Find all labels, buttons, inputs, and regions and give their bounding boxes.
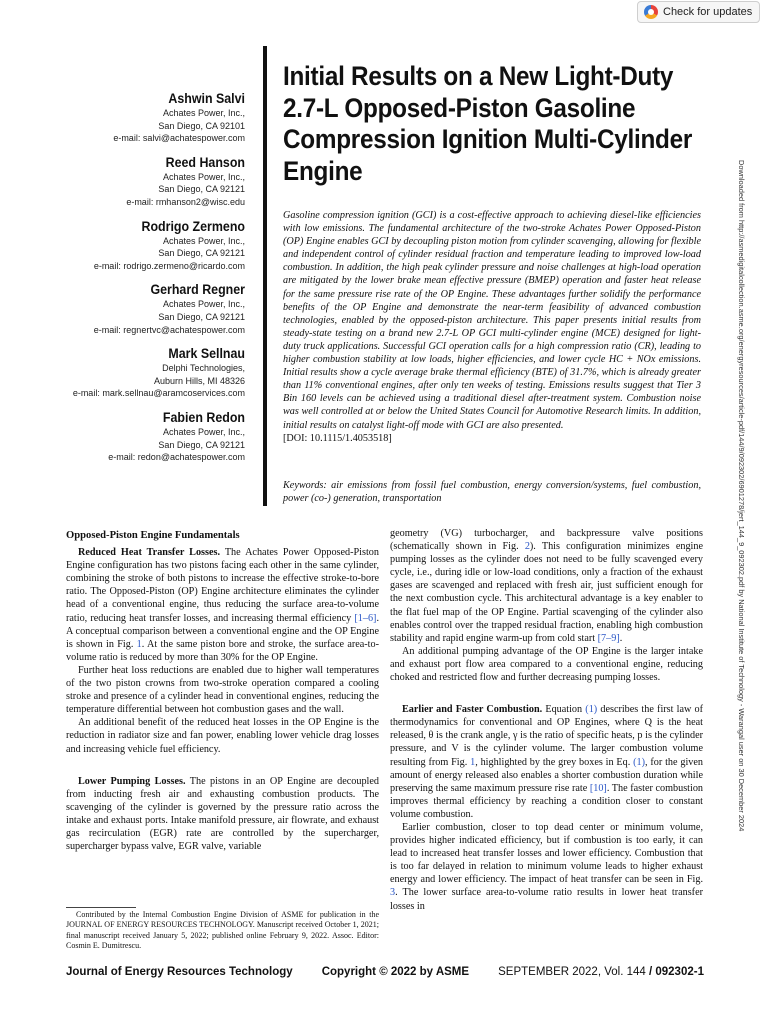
- figure-link[interactable]: 3: [390, 887, 396, 899]
- citation-link[interactable]: [1–6]: [354, 612, 377, 624]
- author-email[interactable]: e-mail: rmhanson2@wisc.edu: [126, 196, 245, 207]
- paragraph-text: geometry (VG) turbocharger, and backpressure valve positions (schematically shown in Fig.: [390, 528, 703, 553]
- author-affiliation: Delphi Technologies,: [162, 363, 245, 374]
- author-affiliation: Achates Power, Inc.,: [162, 171, 245, 182]
- author-name: Ashwin Salvi: [168, 91, 245, 106]
- author-name: Rodrigo Zermeno: [141, 218, 245, 234]
- author-email[interactable]: e-mail: salvi@achatespower.com: [113, 133, 245, 144]
- paragraph-text: . The lower surface area-to-volume ratio results in lower heat transfer losses in: [390, 887, 703, 912]
- paragraph-text: .: [619, 632, 623, 644]
- abstract-text: Gasoline compression ignition (GCI) is a cost-effective approach to achieving diesel-like efficiencies with low emissions. The fundamental architecture of the two-stroke Achates Power Opposed-Piston (OP) Engine enables GCI by decoupling piston motion from cylinder scavenging, allowing for flexible and independent control of cylinder residual fraction and temperature leading to improved low-load combustion. In addition, the high peak cylinder pressure and noise challenges at high-load operation are mitigated by the lower brake mean effective pressure (BMEP) operation and faster heat release for the same pressure rise rate of the OP Engine. These advantages further solidify the performance benefits of the OP Engine and demonstrate the near-term feasibility of advanced combustion technologies, enabled by the opposed-piston architecture. This paper presents initial results from steady-state testing on a brand new 2.7-L OP GCI multi-cylinder engine (MCE) designed for light-duty truck applications. Successful GCI operation calls for a high compression ratio (CR), leading to higher combustion stability at low loads, higher efficiencies, and lower cycle HC + NOx emissions. Initial results show a cycle average brake thermal efficiency (BTE) of 31.7%, which is already greater than 11% conventional engines, after only ten weeks of testing. Emissions results suggest that Tier 3 Bin 160 levels can be achieved using a traditional diesel after-treatment system. Combustion noise was well controlled at or below the United States Council for Automotive Research limits. In addition, initial results on catalyst light-off mode with GCI are also presented.: [283, 210, 701, 431]
- author-email[interactable]: e-mail: rodrigo.zermeno@ricardo.com: [93, 260, 245, 271]
- keywords: Keywords: air emissions from fossil fuel combustion, energy conversion/systems, fuel combustion, power (co-) generation, transportation: [283, 480, 701, 505]
- run-in-heading: Earlier and Faster Combustion.: [402, 704, 543, 716]
- author-name: Mark Sellnau: [168, 346, 245, 362]
- paragraph-text: Earlier combustion, closer to top dead center or minimum volume, provides higher indicated efficiency, but if combustion is too early, it can lead to increased heat transfer losses and lower efficiency. Combustion that is too far delayed in relation to minimum volume leads to higher exhaust energy and lower efficiency. The impact of heat transfer can be seen in Fig.: [390, 821, 703, 886]
- paragraph: [66, 546, 379, 664]
- author-block: [40, 409, 245, 464]
- citation-link[interactable]: [7–9]: [597, 632, 620, 644]
- paragraph: Further heat loss reductions are enabled due to higher wall temperatures of the two piston crowns from two-stroke operation compared a cooling stroke and presence of a cylinder head in conventional engines, reducing the temperature differential between hot combustion gases and the wall.: [66, 664, 379, 716]
- footnote: Contributed by the Internal Combustion Engine Division of ASME for publication in the JOURNAL OF ENERGY RESOURCES TECHNOLOGY. Manuscript received October 1, 2021; final manuscript received January 5, 2022; published online February 9, 2022. Assoc. Editor: Cosmin E. Dumitrescu.: [66, 910, 379, 950]
- page-number: 092302-1: [655, 966, 704, 978]
- author-list: [40, 90, 245, 473]
- journal-name: Journal of Energy Resources Technology: [66, 966, 293, 978]
- author-email[interactable]: e-mail: redon@achatespower.com: [108, 452, 245, 463]
- author-affiliation: Achates Power, Inc.,: [162, 108, 245, 118]
- paragraph-text: , for the given amount of energy released also enables a shorter combustion duration while preserving the same maximum pressure rise rate: [390, 756, 703, 794]
- check-for-updates-badge[interactable]: [637, 1, 760, 23]
- paragraph-text: . A conceptual comparison between a conventional engine and the OP Engine is shown in Fig.: [66, 612, 379, 650]
- author-block: [40, 345, 245, 400]
- paragraph-text: , highlighted by the grey boxes in Eq.: [475, 756, 634, 768]
- author-city: San Diego, CA 92121: [158, 311, 245, 322]
- section-heading: Opposed-Piston Engine Fundamentals: [66, 530, 240, 541]
- equation-link[interactable]: (1): [633, 756, 645, 768]
- issue-text: SEPTEMBER 2022, Vol. 144: [498, 966, 646, 978]
- author-block: [40, 281, 245, 336]
- paragraph: [390, 821, 703, 913]
- paragraph: An additional benefit of the reduced heat losses in the OP Engine is the reduction in radiator size and fan power, enabling lower vehicle drag losses and increasing vehicle fuel efficiency.: [66, 717, 379, 755]
- author-affiliation: Achates Power, Inc.,: [162, 299, 245, 310]
- crossmark-icon: [644, 5, 658, 19]
- author-email[interactable]: e-mail: regnertvc@achatespower.com: [93, 324, 245, 335]
- page-footer: [66, 966, 704, 978]
- paragraph-text: ). This configuration minimizes engine pumping losses as the cylinder does not need to be fully scavenged every cycle, i.e., during idle or low-load conditions, only a fraction of the exhaust gases are scavenged and replaced with fresh air, just sufficient enough for the next combustion cycle. This architectural advantage is a key enabler to the flat fuel map of the OP Engine. Partial scavenging of the cylinder also enables control over the trapped residual fraction, enabling high combustion stability and rapid engine warm-up from cold start: [390, 541, 703, 644]
- check-for-updates-label: Check for updates: [663, 6, 753, 18]
- paragraph-text: The Achates Power Opposed-Piston Engine configuration has two pistons facing each other in the same cylinder, combining the stroke of both pistons to increase the effective stroke-to-bore ratio. The Opposed-Piston (OP) Engine architecture eliminates the cylinder head of a conventional engine, thus reducing the surface area-to-volume ratio, reducing heat transfer losses, and increasing thermal efficiency: [66, 547, 379, 624]
- paragraph: [390, 527, 703, 645]
- run-in-heading: Reduced Heat Transfer Losses.: [78, 547, 221, 559]
- author-city: San Diego, CA 92121: [158, 248, 245, 259]
- author-city: San Diego, CA 92101: [158, 120, 245, 131]
- author-block: [40, 218, 245, 273]
- doi[interactable]: [DOI: 10.1115/1.4053518]: [283, 432, 392, 444]
- author-block: [40, 90, 245, 145]
- author-affiliation: Achates Power, Inc.,: [162, 235, 245, 246]
- paragraph-text: The pistons in an OP Engine are decoupled from inducting fresh air and exhausting combustion products. The scavenging of the cylinder is governed by the pressure ratio across the intake and exhaust ports. Intake manifold pressure, air flowrate, and exhaust gas recirculation (EGR) rate are controlled by the supercharger, supercharger bypass valve, EGR valve, variable: [66, 775, 379, 853]
- issue-info: [498, 966, 704, 978]
- paragraph: An additional pumping advantage of the OP Engine is the larger intake and exhaust port flow area compared to a conventional engine, reducing choked and restricted flow and further decreasing pumping losses.: [390, 645, 703, 684]
- paragraph-text: describes the first law of thermodynamics for conventional and OP Engines, where Q is the heat released, θ is the crank angle, γ is the ratio of specific heats, p is the cylinder pressure, and V is the cylinder volume. The larger combustion volume resulting from Fig.: [390, 704, 703, 768]
- download-watermark-text: Downloaded from http://asmedigitalcollection.asme.org/energyresources/article-pdf/144/9/092302/6901278/jert_144_9_092302.pdf by National Institute of Technology - Warangal user on 30 December 2024: [737, 160, 746, 832]
- author-name: Reed Hanson: [165, 154, 245, 170]
- paper-title: Initial Results on a New Light-Duty 2.7-L Opposed-Piston Gasoline Compression Ignition Multi-Cylinder Engine: [283, 61, 693, 186]
- paragraph: [66, 775, 379, 854]
- paragraph: [390, 703, 703, 821]
- author-name: Gerhard Regner: [150, 282, 245, 298]
- author-email[interactable]: e-mail: mark.sellnau@aramcoservices.com: [72, 388, 245, 399]
- citation-link[interactable]: [10]: [589, 782, 607, 794]
- author-block: [40, 154, 245, 209]
- author-city: San Diego, CA 92121: [158, 439, 245, 450]
- equation-link[interactable]: (1): [585, 704, 598, 716]
- left-column: [66, 529, 379, 853]
- abstract: [283, 209, 701, 445]
- paragraph-text: Equation: [542, 704, 586, 716]
- run-in-heading: Lower Pumping Losses.: [78, 775, 186, 787]
- author-affiliation: Achates Power, Inc.,: [162, 426, 245, 437]
- figure-link[interactable]: 2: [524, 541, 530, 553]
- footnote-rule: [66, 907, 136, 908]
- author-city: Auburn Hills, MI 48326: [153, 375, 245, 386]
- paragraph-text: . At the same piston bore and stroke, the surface area-to-volume ratio is reduced by more than 30% for the OP Engine.: [66, 638, 379, 663]
- right-column: [390, 527, 703, 913]
- copyright: Copyright © 2022 by ASME: [321, 966, 470, 978]
- paragraph-text: . The faster combustion improves thermal efficiency by reaching a condition closer to constant volume combustion.: [390, 782, 704, 820]
- author-name: Fabien Redon: [162, 409, 245, 425]
- figure-link[interactable]: 1: [470, 756, 476, 768]
- figure-link[interactable]: 1: [136, 638, 142, 650]
- title-divider: [263, 46, 267, 506]
- separator: /: [645, 966, 656, 978]
- download-watermark: [734, 160, 750, 860]
- author-city: San Diego, CA 92121: [158, 184, 245, 195]
